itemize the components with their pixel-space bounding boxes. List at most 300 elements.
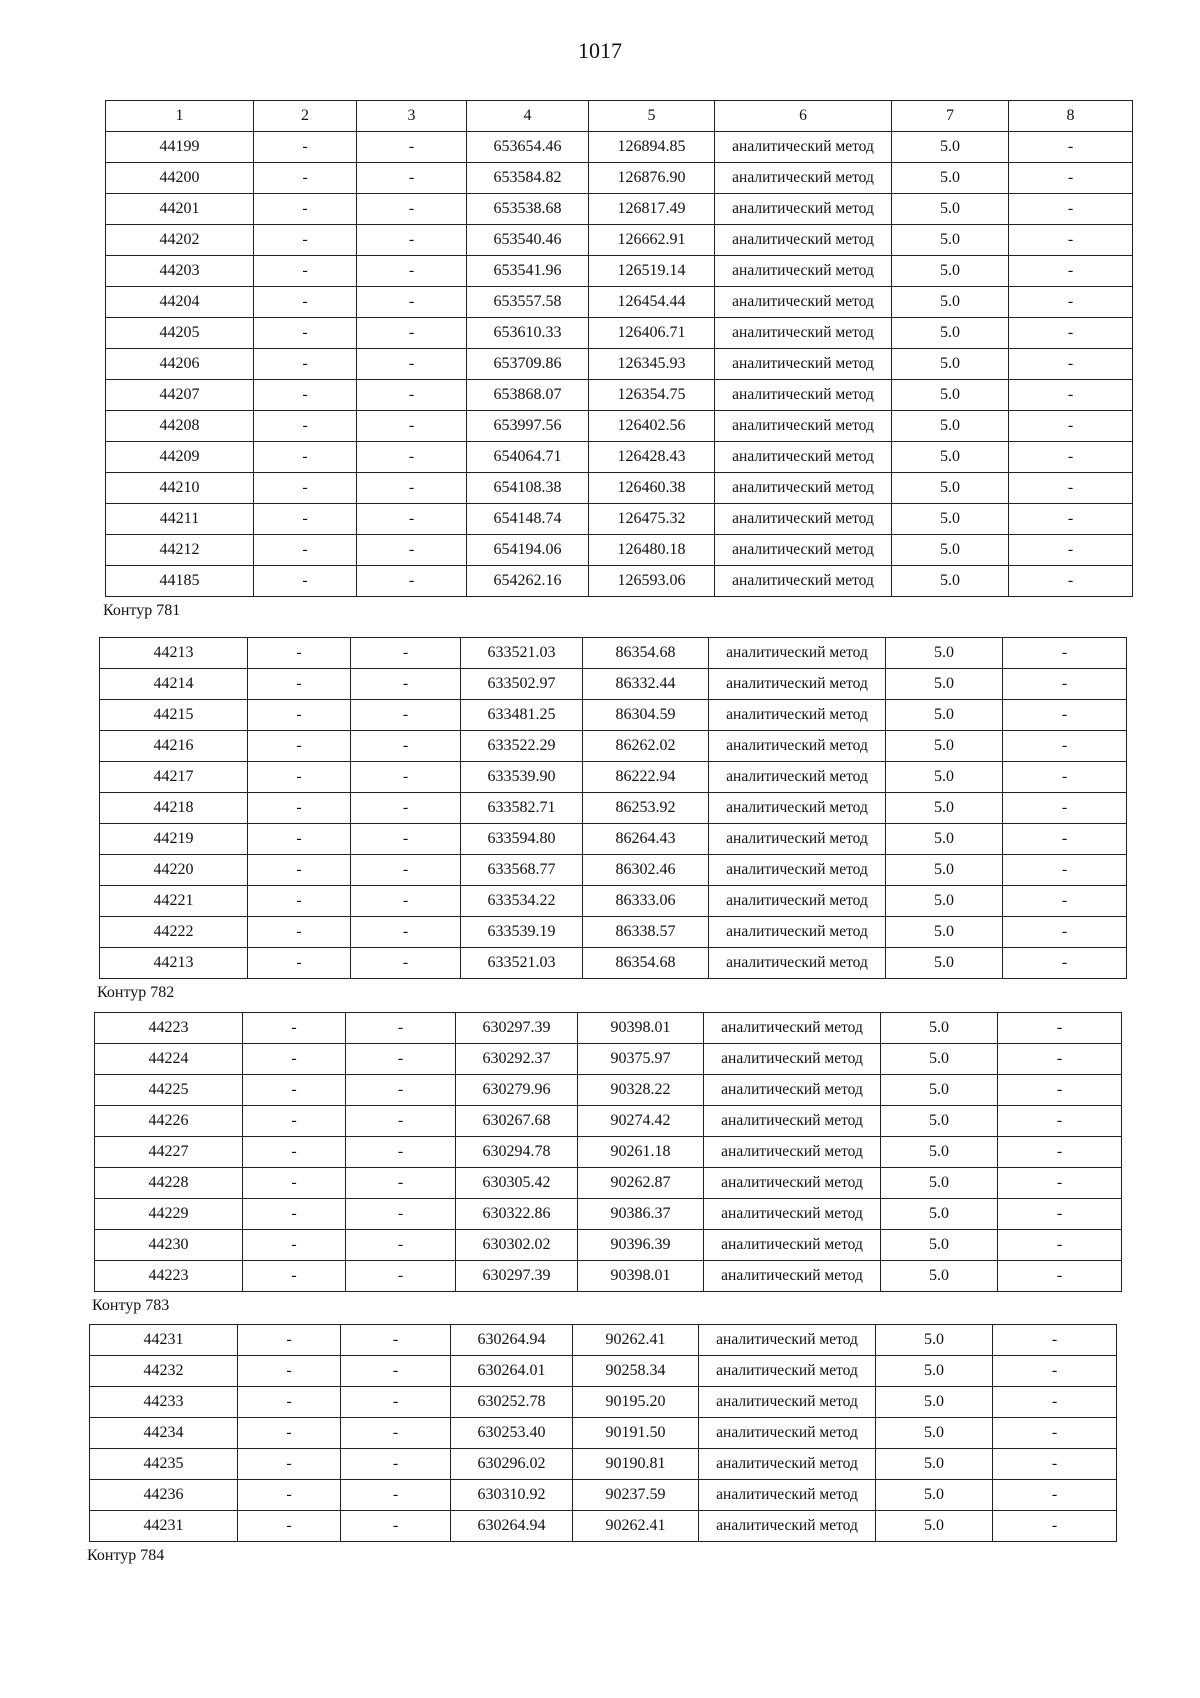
table-row — [95, 1044, 1122, 1075]
point-number-cell: 44223 — [95, 1013, 243, 1044]
table-row — [95, 1168, 1122, 1199]
method-cell: аналитический метод — [715, 473, 892, 504]
col2-cell: - — [248, 824, 351, 855]
col2-cell: - — [243, 1137, 346, 1168]
x-coordinate-cell: 653709.86 — [467, 349, 589, 380]
method-cell: аналитический метод — [699, 1511, 876, 1542]
accuracy-cell: 5.0 — [892, 163, 1009, 194]
col2-cell: - — [254, 411, 357, 442]
x-coordinate-cell: 653557.58 — [467, 287, 589, 318]
x-coordinate-cell: 633539.90 — [461, 762, 583, 793]
col2-cell: - — [254, 318, 357, 349]
col2-cell: - — [254, 287, 357, 318]
col3-cell: - — [341, 1418, 451, 1449]
table-row — [95, 1106, 1122, 1137]
point-number-cell: 44205 — [106, 318, 254, 349]
col2-cell: - — [248, 793, 351, 824]
y-coordinate-cell: 90274.42 — [578, 1106, 704, 1137]
point-number-cell: 44201 — [106, 194, 254, 225]
col3-cell: - — [357, 163, 467, 194]
col8-cell: - — [1003, 948, 1127, 979]
x-coordinate-cell: 630292.37 — [456, 1044, 578, 1075]
col2-cell: - — [248, 762, 351, 793]
point-number-cell: 44228 — [95, 1168, 243, 1199]
table-row — [95, 1199, 1122, 1230]
y-coordinate-cell: 126593.06 — [589, 566, 715, 597]
table-row — [106, 535, 1133, 566]
y-coordinate-cell: 86354.68 — [583, 638, 709, 669]
y-coordinate-cell: 86264.43 — [583, 824, 709, 855]
y-coordinate-cell: 126428.43 — [589, 442, 715, 473]
col2-cell: - — [254, 504, 357, 535]
method-cell: аналитический метод — [709, 948, 886, 979]
point-number-cell: 1 — [106, 101, 254, 132]
contour-table-block — [97, 637, 1127, 1001]
x-coordinate-cell: 653538.68 — [467, 194, 589, 225]
col2-cell: - — [238, 1511, 341, 1542]
accuracy-cell: 5.0 — [876, 1418, 993, 1449]
table-row — [106, 566, 1133, 597]
method-cell: аналитический метод — [699, 1325, 876, 1356]
method-cell: аналитический метод — [715, 535, 892, 566]
accuracy-cell: 5.0 — [892, 287, 1009, 318]
method-cell: аналитический метод — [704, 1075, 881, 1106]
accuracy-cell: 5.0 — [892, 256, 1009, 287]
method-cell: аналитический метод — [699, 1387, 876, 1418]
col2-cell: - — [248, 638, 351, 669]
col3-cell: - — [341, 1356, 451, 1387]
method-cell: аналитический метод — [699, 1418, 876, 1449]
x-coordinate-cell: 654064.71 — [467, 442, 589, 473]
col3-cell: - — [346, 1168, 456, 1199]
point-number-cell: 44210 — [106, 473, 254, 504]
col3-cell: - — [346, 1075, 456, 1106]
col8-cell: - — [993, 1356, 1117, 1387]
col8-cell: - — [1003, 700, 1127, 731]
method-cell: аналитический метод — [704, 1230, 881, 1261]
method-cell: аналитический метод — [709, 824, 886, 855]
method-cell: аналитический метод — [715, 225, 892, 256]
method-cell: аналитический метод — [699, 1449, 876, 1480]
col3-cell: - — [346, 1044, 456, 1075]
y-coordinate-cell: 126894.85 — [589, 132, 715, 163]
col3-cell: - — [351, 638, 461, 669]
accuracy-cell: 5.0 — [881, 1230, 998, 1261]
contour-label: Контур 783 — [92, 1297, 170, 1314]
x-coordinate-cell: 653540.46 — [467, 225, 589, 256]
table-row — [106, 380, 1133, 411]
point-number-cell: 44227 — [95, 1137, 243, 1168]
col2-cell: - — [238, 1356, 341, 1387]
method-cell: аналитический метод — [709, 731, 886, 762]
accuracy-cell: 5.0 — [892, 225, 1009, 256]
point-number-cell: 44223 — [95, 1261, 243, 1292]
col8-cell: - — [1009, 535, 1133, 566]
col8-cell: - — [998, 1075, 1122, 1106]
method-cell: аналитический метод — [704, 1013, 881, 1044]
table-row — [100, 731, 1127, 762]
col8-cell: - — [1009, 132, 1133, 163]
y-coordinate-cell: 126454.44 — [589, 287, 715, 318]
table-row — [90, 1480, 1117, 1511]
method-cell: аналитический метод — [709, 638, 886, 669]
point-number-cell: 44216 — [100, 731, 248, 762]
col2-cell: - — [243, 1106, 346, 1137]
point-number-cell: 44200 — [106, 163, 254, 194]
y-coordinate-cell: 126402.56 — [589, 411, 715, 442]
x-coordinate-cell: 654262.16 — [467, 566, 589, 597]
x-coordinate-cell: 630252.78 — [451, 1387, 573, 1418]
col8-cell: - — [998, 1230, 1122, 1261]
col8-cell: - — [1003, 762, 1127, 793]
accuracy-cell: 5.0 — [892, 473, 1009, 504]
table-row — [106, 225, 1133, 256]
point-number-cell: 44231 — [90, 1511, 238, 1542]
x-coordinate-cell: 654148.74 — [467, 504, 589, 535]
col8-cell: - — [1003, 917, 1127, 948]
y-coordinate-cell: 126662.91 — [589, 225, 715, 256]
y-coordinate-cell: 86338.57 — [583, 917, 709, 948]
col8-cell: - — [998, 1044, 1122, 1075]
point-number-cell: 44236 — [90, 1480, 238, 1511]
contour-table-block — [103, 100, 1133, 619]
accuracy-cell: 5.0 — [886, 762, 1003, 793]
point-number-cell: 44202 — [106, 225, 254, 256]
col8-cell: - — [1003, 793, 1127, 824]
accuracy-cell: 5.0 — [892, 442, 1009, 473]
col8-cell: - — [1009, 473, 1133, 504]
y-coordinate-cell: 126519.14 — [589, 256, 715, 287]
col3-cell: - — [341, 1325, 451, 1356]
coordinates-table — [105, 100, 1133, 597]
y-coordinate-cell: 126406.71 — [589, 318, 715, 349]
accuracy-cell: 5.0 — [886, 855, 1003, 886]
accuracy-cell: 5.0 — [892, 194, 1009, 225]
x-coordinate-cell: 653610.33 — [467, 318, 589, 349]
col2-cell: - — [248, 917, 351, 948]
col3-cell: - — [357, 535, 467, 566]
col2-cell: - — [243, 1075, 346, 1106]
col3-cell: - — [346, 1199, 456, 1230]
method-cell: аналитический метод — [715, 287, 892, 318]
col3-cell: - — [351, 669, 461, 700]
col3-cell: - — [351, 948, 461, 979]
method-cell: аналитический метод — [704, 1044, 881, 1075]
accuracy-cell: 5.0 — [892, 535, 1009, 566]
method-cell: аналитический метод — [715, 318, 892, 349]
col8-cell: - — [993, 1511, 1117, 1542]
table-row — [106, 163, 1133, 194]
x-coordinate-cell: 633539.19 — [461, 917, 583, 948]
col8-cell: - — [1003, 669, 1127, 700]
col8-cell: - — [1009, 256, 1133, 287]
y-coordinate-cell: 90261.18 — [578, 1137, 704, 1168]
accuracy-cell: 5.0 — [886, 638, 1003, 669]
y-coordinate-cell: 86354.68 — [583, 948, 709, 979]
y-coordinate-cell: 86333.06 — [583, 886, 709, 917]
col2-cell: - — [254, 194, 357, 225]
x-coordinate-cell: 633502.97 — [461, 669, 583, 700]
point-number-cell: 44213 — [100, 638, 248, 669]
method-cell: аналитический метод — [709, 669, 886, 700]
col3-cell: - — [357, 256, 467, 287]
accuracy-cell: 5.0 — [881, 1199, 998, 1230]
x-coordinate-cell: 630305.42 — [456, 1168, 578, 1199]
accuracy-cell: 5.0 — [886, 669, 1003, 700]
col2-cell: - — [254, 566, 357, 597]
col8-cell: - — [1009, 411, 1133, 442]
col3-cell: - — [351, 700, 461, 731]
x-coordinate-cell: 653584.82 — [467, 163, 589, 194]
table-row — [100, 948, 1127, 979]
col2-cell: - — [248, 855, 351, 886]
contour-label: Контур 784 — [87, 1547, 165, 1564]
point-number-cell: 44231 — [90, 1325, 238, 1356]
col8-cell: - — [993, 1418, 1117, 1449]
col2-cell: - — [248, 669, 351, 700]
col3-cell: - — [351, 855, 461, 886]
col8-cell: - — [1009, 194, 1133, 225]
col2-cell: - — [248, 700, 351, 731]
method-cell: аналитический метод — [704, 1261, 881, 1292]
col2-cell: - — [238, 1325, 341, 1356]
point-number-cell: 44234 — [90, 1418, 238, 1449]
accuracy-cell: 5.0 — [881, 1044, 998, 1075]
accuracy-cell: 5.0 — [881, 1137, 998, 1168]
table-row — [106, 132, 1133, 163]
col2-cell: - — [238, 1387, 341, 1418]
method-cell: аналитический метод — [709, 886, 886, 917]
accuracy-cell: 5.0 — [886, 917, 1003, 948]
col2-cell: - — [254, 349, 357, 380]
accuracy-cell: 5.0 — [892, 349, 1009, 380]
x-coordinate-cell: 630296.02 — [451, 1449, 573, 1480]
col2-cell: - — [254, 535, 357, 566]
accuracy-cell: 5.0 — [886, 886, 1003, 917]
col8-cell: - — [993, 1387, 1117, 1418]
y-coordinate-cell: 90262.87 — [578, 1168, 704, 1199]
accuracy-cell: 5.0 — [892, 318, 1009, 349]
x-coordinate-cell: 630264.94 — [451, 1511, 573, 1542]
table-row — [106, 411, 1133, 442]
col2-cell: - — [238, 1449, 341, 1480]
col8-cell: - — [998, 1199, 1122, 1230]
point-number-cell: 44219 — [100, 824, 248, 855]
point-number-cell: 44199 — [106, 132, 254, 163]
col8-cell: - — [1003, 855, 1127, 886]
point-number-cell: 44235 — [90, 1449, 238, 1480]
col3-cell: - — [351, 793, 461, 824]
point-number-cell: 44185 — [106, 566, 254, 597]
table-row — [106, 194, 1133, 225]
method-cell: аналитический метод — [715, 380, 892, 411]
point-number-cell: 44206 — [106, 349, 254, 380]
header-row — [106, 101, 1133, 132]
col8-cell: - — [1003, 824, 1127, 855]
accuracy-cell: 5.0 — [881, 1261, 998, 1292]
method-cell: аналитический метод — [715, 442, 892, 473]
x-coordinate-cell: 654108.38 — [467, 473, 589, 504]
point-number-cell: 44211 — [106, 504, 254, 535]
y-coordinate-cell: 90398.01 — [578, 1261, 704, 1292]
col3-cell: - — [357, 194, 467, 225]
accuracy-cell: 5.0 — [876, 1480, 993, 1511]
col3-cell: - — [346, 1106, 456, 1137]
point-number-cell: 44221 — [100, 886, 248, 917]
accuracy-cell: 5.0 — [886, 793, 1003, 824]
y-coordinate-cell: 90398.01 — [578, 1013, 704, 1044]
method-cell: аналитический метод — [709, 700, 886, 731]
col3-cell: - — [351, 886, 461, 917]
col8-cell: - — [993, 1480, 1117, 1511]
point-number-cell: 44212 — [106, 535, 254, 566]
method-cell: аналитический метод — [715, 163, 892, 194]
col8-cell: - — [998, 1137, 1122, 1168]
point-number-cell: 44226 — [95, 1106, 243, 1137]
col3-cell: - — [346, 1013, 456, 1044]
col3-cell: - — [357, 411, 467, 442]
col8-cell: - — [998, 1106, 1122, 1137]
table-row — [95, 1075, 1122, 1106]
method-cell: аналитический метод — [715, 194, 892, 225]
x-coordinate-cell: 654194.06 — [467, 535, 589, 566]
table-row — [90, 1418, 1117, 1449]
x-coordinate-cell: 653868.07 — [467, 380, 589, 411]
x-coordinate-cell: 633568.77 — [461, 855, 583, 886]
y-coordinate-cell: 90191.50 — [573, 1418, 699, 1449]
y-coordinate-cell: 90262.41 — [573, 1325, 699, 1356]
col3-cell: - — [346, 1230, 456, 1261]
point-number-cell: 44233 — [90, 1387, 238, 1418]
col3-cell: - — [357, 442, 467, 473]
point-number-cell: 44204 — [106, 287, 254, 318]
table-row — [106, 473, 1133, 504]
col2-cell: - — [243, 1168, 346, 1199]
col3-cell: - — [357, 473, 467, 504]
point-number-cell: 44222 — [100, 917, 248, 948]
col2-cell: - — [254, 473, 357, 504]
x-coordinate-cell: 630264.94 — [451, 1325, 573, 1356]
col2-cell: - — [248, 948, 351, 979]
x-coordinate-cell: 630302.02 — [456, 1230, 578, 1261]
table-row — [95, 1013, 1122, 1044]
col8-cell: - — [1009, 225, 1133, 256]
table-row — [106, 504, 1133, 535]
table-row — [90, 1387, 1117, 1418]
table-row — [90, 1356, 1117, 1387]
method-cell: аналитический метод — [699, 1356, 876, 1387]
col8-cell: - — [1009, 380, 1133, 411]
table-row — [95, 1230, 1122, 1261]
method-cell: аналитический метод — [704, 1168, 881, 1199]
col3-cell: - — [346, 1137, 456, 1168]
contour-label: Контур 781 — [103, 602, 181, 619]
col2-cell: - — [243, 1230, 346, 1261]
col3-cell: - — [357, 225, 467, 256]
table-row — [100, 855, 1127, 886]
col3-cell: - — [341, 1449, 451, 1480]
col3-cell: - — [341, 1480, 451, 1511]
accuracy-cell: 5.0 — [892, 380, 1009, 411]
point-number-cell: 44224 — [95, 1044, 243, 1075]
table-row — [100, 669, 1127, 700]
accuracy-cell: 5.0 — [886, 824, 1003, 855]
table-row — [100, 700, 1127, 731]
method-cell: 6 — [715, 101, 892, 132]
coordinates-table — [99, 637, 1127, 979]
table-row — [100, 638, 1127, 669]
col8-cell: 8 — [1009, 101, 1133, 132]
col8-cell: - — [993, 1449, 1117, 1480]
col8-cell: - — [1009, 566, 1133, 597]
x-coordinate-cell: 630297.39 — [456, 1261, 578, 1292]
point-number-cell: 44220 — [100, 855, 248, 886]
y-coordinate-cell: 126354.75 — [589, 380, 715, 411]
method-cell: аналитический метод — [715, 566, 892, 597]
table-row — [106, 318, 1133, 349]
col3-cell: - — [357, 349, 467, 380]
x-coordinate-cell: 630279.96 — [456, 1075, 578, 1106]
x-coordinate-cell: 633534.22 — [461, 886, 583, 917]
point-number-cell: 44209 — [106, 442, 254, 473]
col8-cell: - — [1003, 638, 1127, 669]
table-row — [106, 442, 1133, 473]
col3-cell: - — [351, 731, 461, 762]
y-coordinate-cell: 126817.49 — [589, 194, 715, 225]
col2-cell: - — [243, 1199, 346, 1230]
col3-cell: - — [357, 132, 467, 163]
table-row — [100, 762, 1127, 793]
col3-cell: - — [341, 1387, 451, 1418]
table-row — [106, 349, 1133, 380]
method-cell: аналитический метод — [704, 1199, 881, 1230]
y-coordinate-cell: 86262.02 — [583, 731, 709, 762]
x-coordinate-cell: 633481.25 — [461, 700, 583, 731]
col2-cell: - — [248, 731, 351, 762]
accuracy-cell: 5.0 — [876, 1511, 993, 1542]
x-coordinate-cell: 630310.92 — [451, 1480, 573, 1511]
y-coordinate-cell: 126876.90 — [589, 163, 715, 194]
point-number-cell: 44208 — [106, 411, 254, 442]
accuracy-cell: 5.0 — [876, 1325, 993, 1356]
accuracy-cell: 5.0 — [881, 1075, 998, 1106]
table-row — [95, 1261, 1122, 1292]
col3-cell: 3 — [357, 101, 467, 132]
table-row — [90, 1511, 1117, 1542]
col2-cell: - — [254, 442, 357, 473]
col8-cell: - — [1009, 442, 1133, 473]
y-coordinate-cell: 5 — [589, 101, 715, 132]
y-coordinate-cell: 126460.38 — [589, 473, 715, 504]
col8-cell: - — [998, 1261, 1122, 1292]
table-row — [100, 917, 1127, 948]
y-coordinate-cell: 90262.41 — [573, 1511, 699, 1542]
accuracy-cell: 5.0 — [886, 948, 1003, 979]
x-coordinate-cell: 653654.46 — [467, 132, 589, 163]
col8-cell: - — [1003, 731, 1127, 762]
x-coordinate-cell: 633582.71 — [461, 793, 583, 824]
col2-cell: 2 — [254, 101, 357, 132]
col3-cell: - — [357, 318, 467, 349]
y-coordinate-cell: 86222.94 — [583, 762, 709, 793]
point-number-cell: 44215 — [100, 700, 248, 731]
contour-table-block — [92, 1012, 1122, 1314]
col2-cell: - — [243, 1044, 346, 1075]
col2-cell: - — [243, 1261, 346, 1292]
y-coordinate-cell: 90386.37 — [578, 1199, 704, 1230]
y-coordinate-cell: 86332.44 — [583, 669, 709, 700]
method-cell: аналитический метод — [709, 855, 886, 886]
